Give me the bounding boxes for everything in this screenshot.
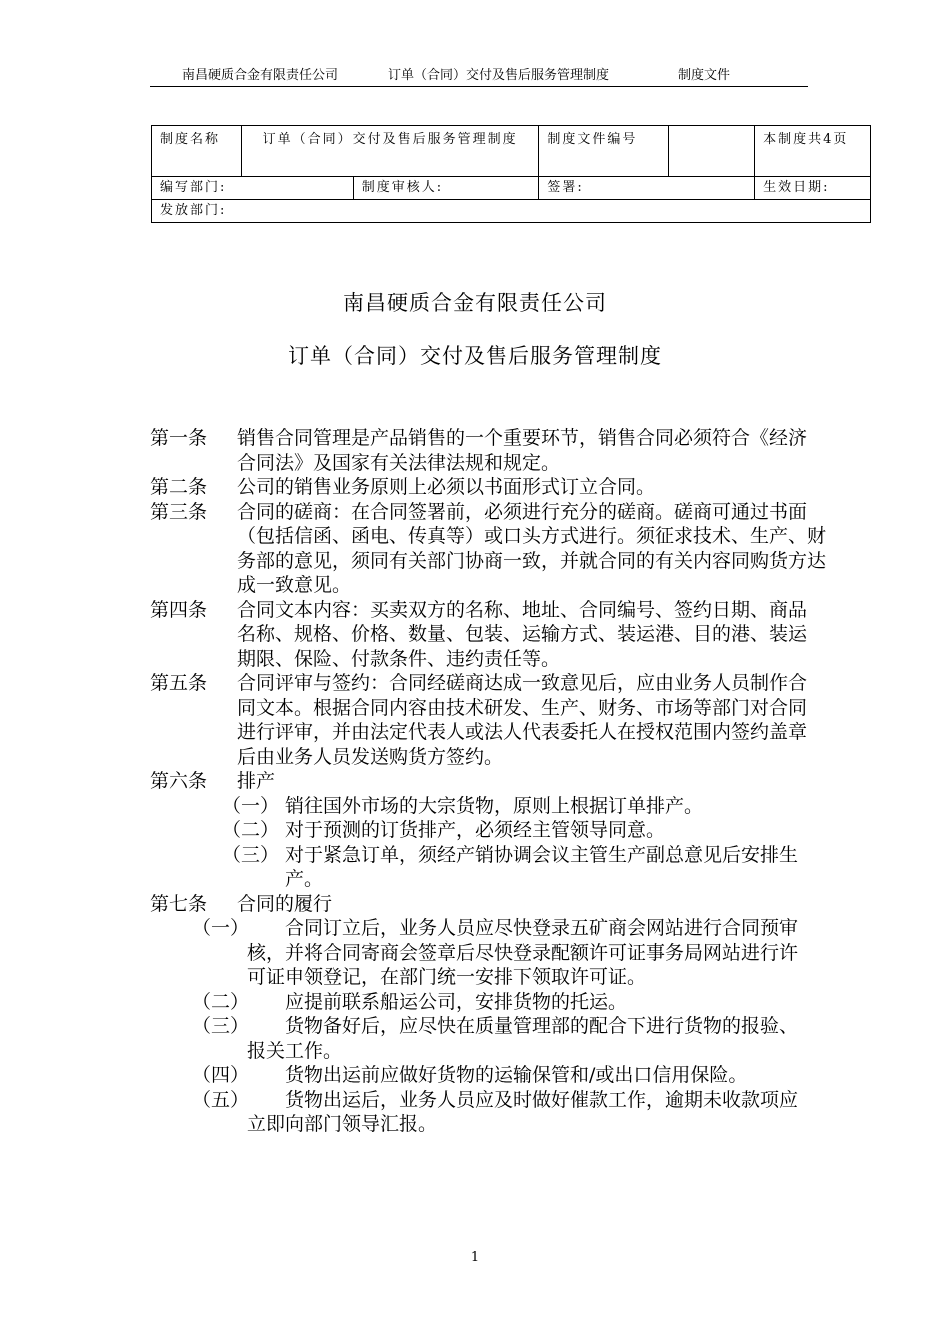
document-info-table xyxy=(151,125,871,223)
number-value xyxy=(669,126,755,177)
article xyxy=(0,671,809,769)
article-text: 排产 xyxy=(237,770,276,792)
document-title: 订单（合同）交付及售后服务管理制度 xyxy=(288,344,662,368)
reviewer-field: 制度审核人: xyxy=(353,177,539,200)
item-text: 对于预测的订货排产，必须经主管领导同意。 xyxy=(285,819,666,841)
item-number: （三） xyxy=(222,843,280,866)
item-text: 货物出运后，业务人员应及时做好催款工作，逾期未收款项应立即向部门领导汇报。 xyxy=(247,1088,799,1135)
item-number: （五） xyxy=(192,1088,250,1111)
item-number: （三） xyxy=(192,1015,250,1037)
item-number: （二） xyxy=(222,819,280,841)
pages-count: 本制度共4页 xyxy=(755,126,871,177)
article-number: 第一条 xyxy=(150,427,208,449)
company-title: 南昌硬质合金有限责任公司 xyxy=(343,291,607,315)
list-item xyxy=(0,1063,809,1088)
article-number: 第三条 xyxy=(150,500,208,523)
item-text: 销往国外市场的大宗货物，原则上根据订单排产。 xyxy=(285,794,704,817)
article xyxy=(0,475,809,500)
article-number: 第六条 xyxy=(150,770,208,792)
item-text: 对于紧急订单，须经产销协调会议主管生产副总意见后安排生产。 xyxy=(285,843,799,890)
item-number: （一） xyxy=(192,917,250,939)
article-text: 合同文本内容：买卖双方的名称、地址、合同编号、签约日期、商品名称、规格、价格、数量、包装、运输方式、装运港、目的港、装运期限、保险、付款条件、违约责任等。 xyxy=(237,598,808,670)
document-body xyxy=(0,426,950,1137)
list-item xyxy=(0,916,809,990)
header-company: 南昌硬质合金有限责任公司 xyxy=(182,68,339,83)
article-text: 公司的销售业务原则上必须以书面形式订立合同。 xyxy=(237,476,656,498)
item-number: （二） xyxy=(192,990,250,1013)
name-value: 订单（合同）交付及售后服务管理制度 xyxy=(241,126,539,177)
article-number: 第二条 xyxy=(150,476,208,498)
article xyxy=(0,598,809,672)
item-text: 应提前联系船运公司，安排货物的托运。 xyxy=(285,990,628,1013)
article xyxy=(0,426,809,475)
article xyxy=(0,500,827,598)
list-item xyxy=(0,818,809,843)
article-text: 销售合同管理是产品销售的一个重要环节，销售合同必须符合《经济合同法》及国家有关法律法规和规定。 xyxy=(237,427,808,474)
list-item xyxy=(0,843,809,892)
list-item xyxy=(0,1014,809,1063)
header-doc-title: 订单（合同）交付及售后服务管理制度 xyxy=(388,68,610,83)
issue-dept-field: 发放部门: xyxy=(152,200,871,223)
article xyxy=(0,892,809,917)
item-number: （四） xyxy=(192,1064,250,1086)
item-number: （一） xyxy=(222,794,280,817)
article-text: 合同的磋商：在合同签署前，必须进行充分的磋商。磋商可通过书面（包括信函、函电、传真等）或口头方式进行。须征求技术、生产、财务部的意见，须同有关部门协商一致，并就合同的有关内容同购货方达成一致意见。 xyxy=(237,500,827,596)
signature-field: 签署: xyxy=(539,177,755,200)
item-text: 货物出运前应做好货物的运输保管和/或出口信用保险。 xyxy=(285,1064,748,1086)
article-text: 合同的履行 xyxy=(237,892,333,915)
header-doc-type: 制度文件 xyxy=(678,68,731,83)
page-number: 1 xyxy=(470,1250,480,1265)
article-number: 第七条 xyxy=(150,892,208,915)
item-text: 合同订立后，业务人员应尽快登录五矿商会网站进行合同预审核，并将合同寄商会签章后尽快登录配额许可证事务局网站进行许可证申领登记，在部门统一安排下领取许可证。 xyxy=(247,917,799,988)
article-text: 合同评审与签约：合同经磋商达成一致意见后，应由业务人员制作合同文本。根据合同内容由技术研发、生产、财务、市场等部门对合同进行评审，并由法定代表人或法人代表委托人在授权范围内签约盖章后由业务人员发送购货方签约。 xyxy=(237,672,808,768)
list-item xyxy=(0,1088,809,1137)
list-item xyxy=(0,794,809,819)
name-label: 制度名称 xyxy=(152,126,242,177)
list-item xyxy=(0,990,809,1015)
article-number: 第五条 xyxy=(150,672,208,694)
author-dept-field: 编写部门: xyxy=(152,177,354,200)
article xyxy=(0,769,809,794)
number-label: 制度文件编号 xyxy=(539,126,669,177)
article-number: 第四条 xyxy=(150,598,208,621)
item-text: 货物备好后，应尽快在质量管理部的配合下进行货物的报验、报关工作。 xyxy=(247,1015,799,1062)
effective-date-field: 生效日期: xyxy=(755,177,871,200)
running-header xyxy=(150,66,808,87)
